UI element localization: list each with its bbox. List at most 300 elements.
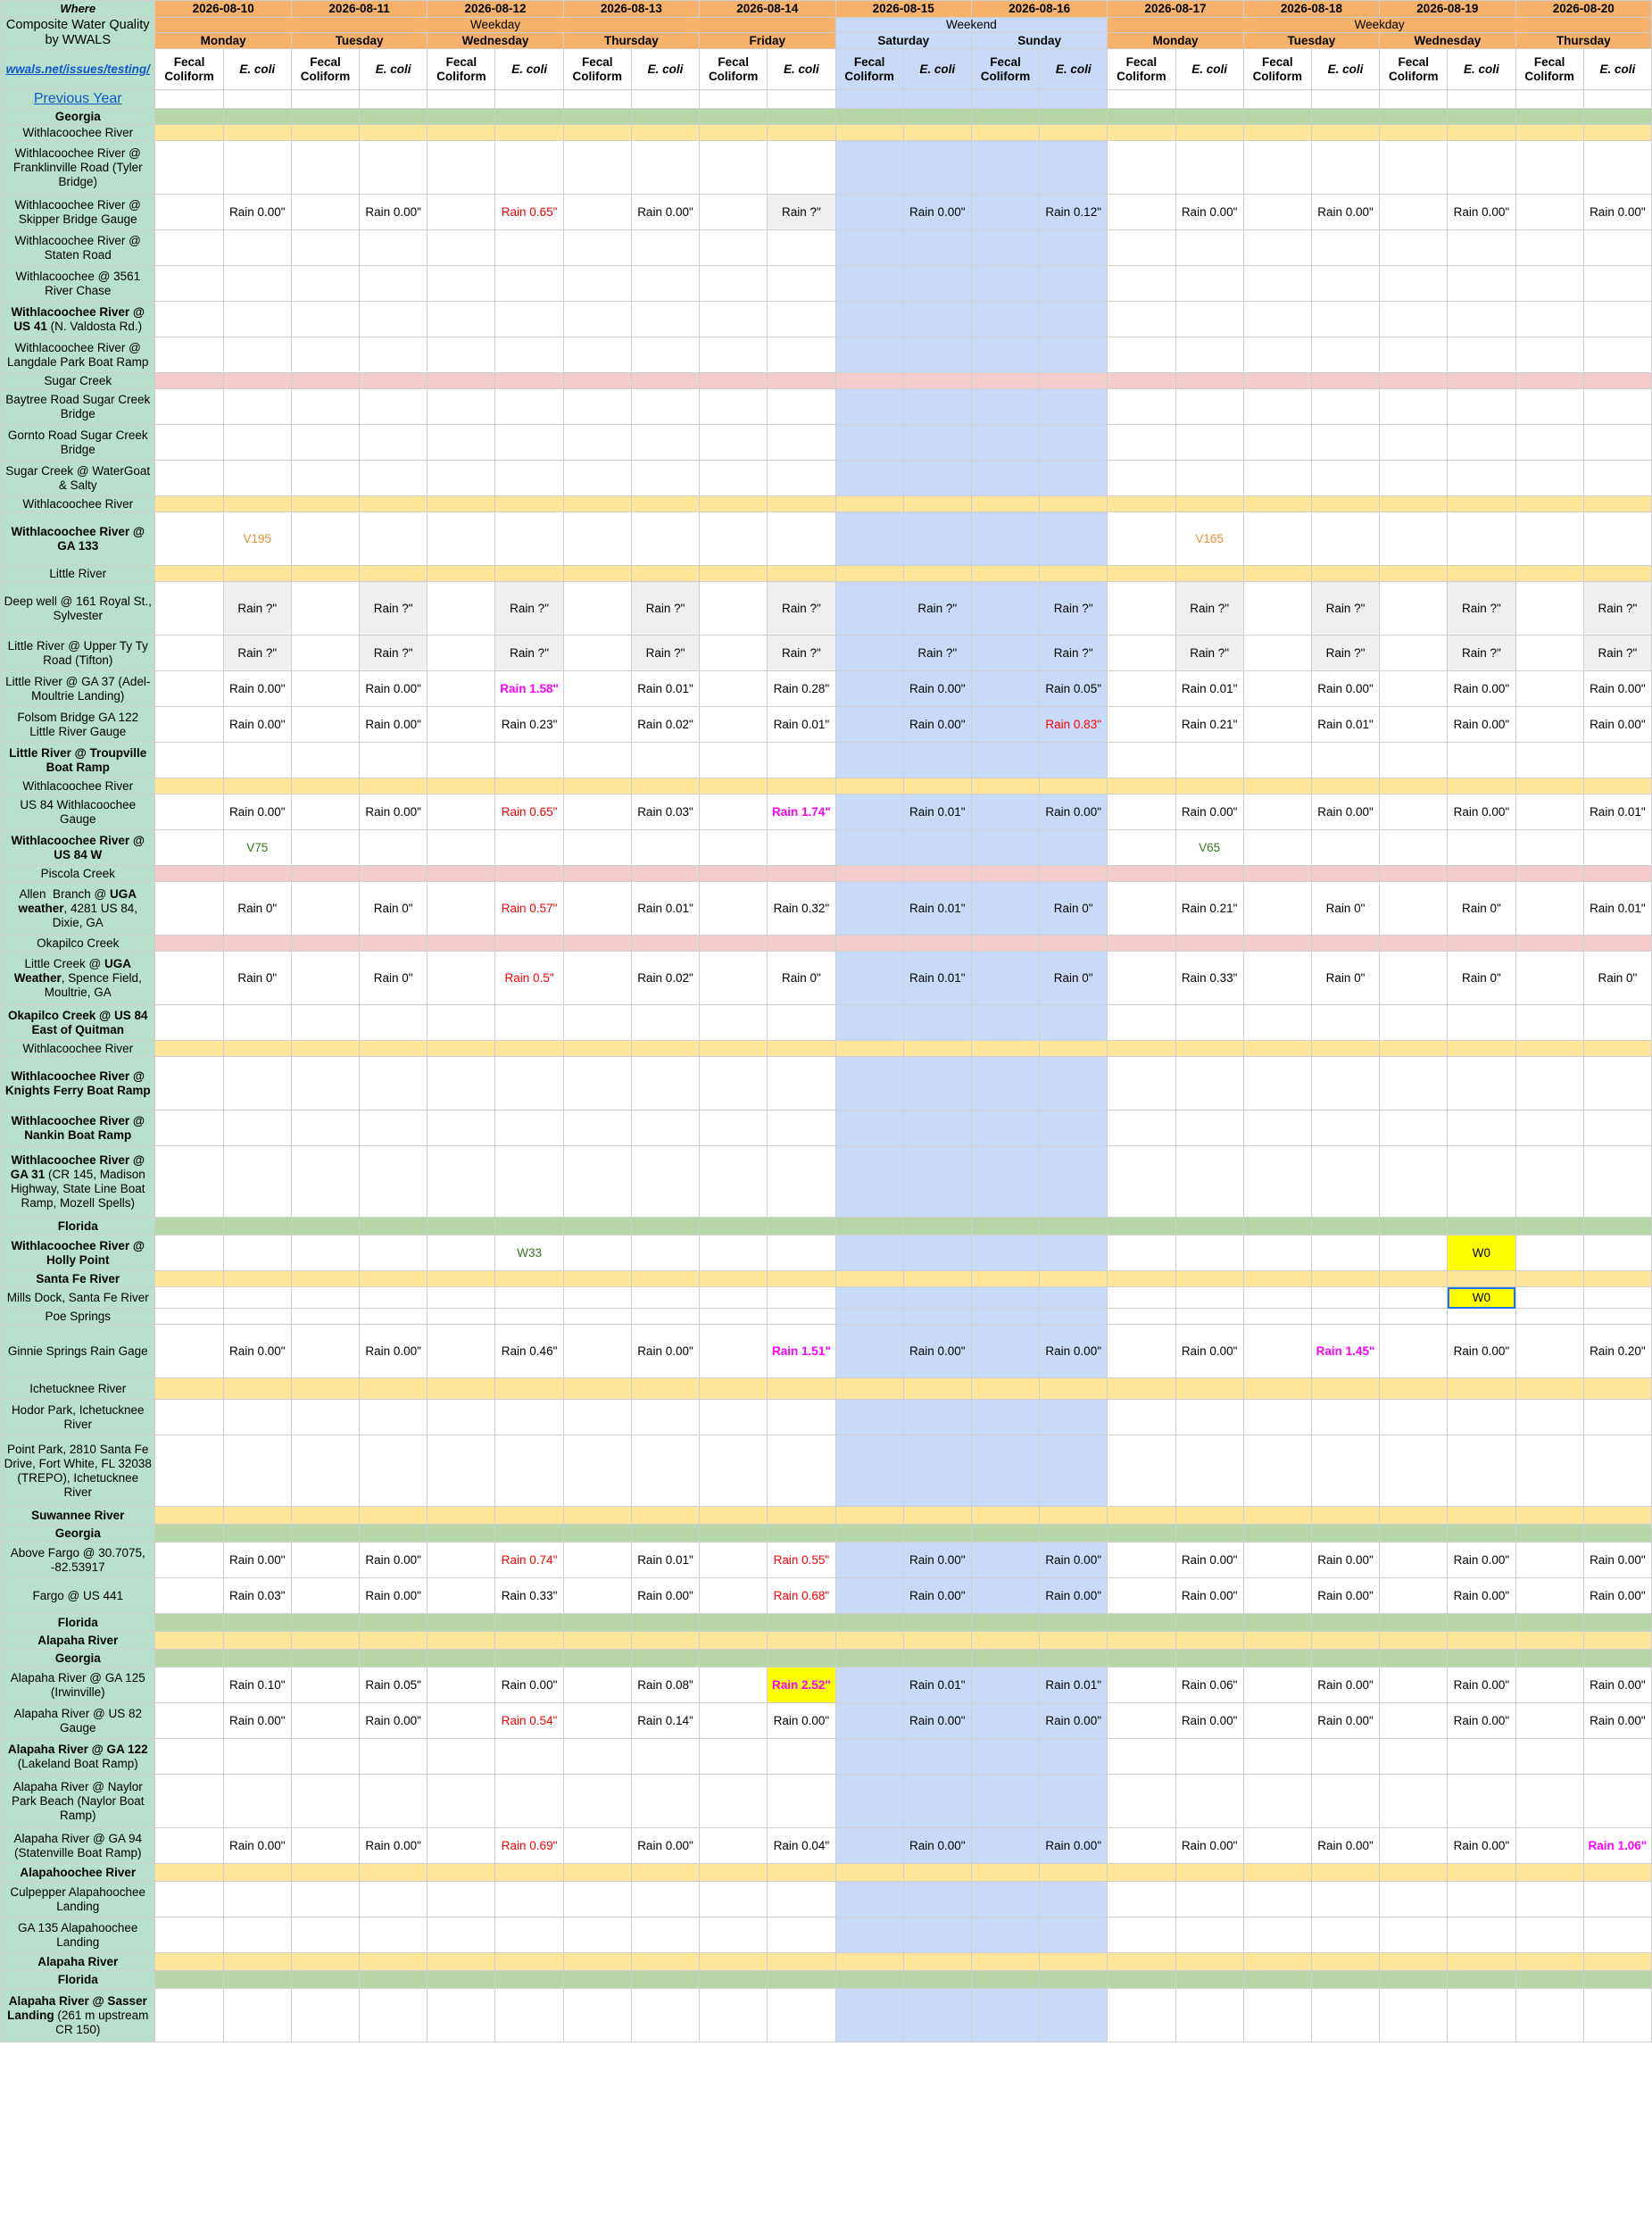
grid-cell[interactable]: [768, 461, 835, 496]
rain-cell[interactable]: Rain 0.00": [223, 1325, 291, 1378]
grid-cell[interactable]: [291, 1953, 359, 1971]
grid-cell[interactable]: [1515, 866, 1583, 882]
grid-cell[interactable]: [1311, 830, 1379, 866]
grid-cell[interactable]: [1108, 1146, 1175, 1218]
grid-cell[interactable]: [291, 461, 359, 496]
grid-cell[interactable]: [360, 1287, 428, 1309]
grid-cell[interactable]: [700, 1287, 768, 1309]
grid-cell[interactable]: [360, 1400, 428, 1435]
grid-cell[interactable]: [835, 1400, 903, 1435]
rain-cell[interactable]: Rain 0.00": [1175, 795, 1243, 830]
grid-cell[interactable]: [563, 1057, 631, 1111]
grid-cell[interactable]: [428, 1005, 495, 1041]
grid-cell[interactable]: [1448, 512, 1515, 566]
grid-cell[interactable]: [1380, 830, 1448, 866]
grid-cell[interactable]: [1175, 1309, 1243, 1325]
grid-cell[interactable]: [1311, 566, 1379, 582]
rain-cell[interactable]: Rain ?": [360, 636, 428, 671]
location-label[interactable]: Alapaha River @ GA 125 (Irwinville): [1, 1668, 155, 1703]
grid-cell[interactable]: [1311, 1971, 1379, 1989]
grid-cell[interactable]: [291, 795, 359, 830]
grid-cell[interactable]: [1583, 1146, 1651, 1218]
grid-cell[interactable]: [291, 496, 359, 512]
grid-cell[interactable]: [223, 302, 291, 337]
grid-cell[interactable]: [1243, 1235, 1311, 1271]
rain-cell[interactable]: Rain 0.00": [631, 1325, 699, 1378]
grid-cell[interactable]: [1243, 1632, 1311, 1650]
rain-cell[interactable]: Rain ?": [360, 582, 428, 636]
rain-cell[interactable]: Rain 0.00": [1311, 195, 1379, 230]
rain-cell[interactable]: Rain ?": [495, 582, 563, 636]
grid-cell[interactable]: [1515, 302, 1583, 337]
grid-cell[interactable]: [223, 1632, 291, 1650]
grid-cell[interactable]: [1448, 1435, 1515, 1507]
rain-cell[interactable]: Rain 0": [1448, 882, 1515, 936]
rain-cell[interactable]: Rain 0.00": [631, 1578, 699, 1614]
grid-cell[interactable]: [903, 389, 971, 425]
grid-cell[interactable]: [563, 125, 631, 141]
rain-cell[interactable]: Rain 0.00": [1583, 1668, 1651, 1703]
grid-cell[interactable]: [903, 1435, 971, 1507]
grid-cell[interactable]: [1243, 952, 1311, 1005]
grid-cell[interactable]: [291, 1235, 359, 1271]
grid-cell[interactable]: [291, 141, 359, 195]
grid-cell[interactable]: [1380, 1057, 1448, 1111]
grid-cell[interactable]: [1108, 1668, 1175, 1703]
grid-cell[interactable]: [1311, 425, 1379, 461]
grid-cell[interactable]: [1175, 141, 1243, 195]
grid-cell[interactable]: [1448, 1739, 1515, 1775]
grid-cell[interactable]: [835, 1507, 903, 1525]
grid-cell[interactable]: [1175, 266, 1243, 302]
grid-cell[interactable]: [903, 1775, 971, 1828]
grid-cell[interactable]: [971, 1218, 1039, 1235]
grid-cell[interactable]: [155, 1971, 223, 1989]
grid-cell[interactable]: [1175, 1739, 1243, 1775]
fecal-coliform-header[interactable]: Fecal Coliform: [700, 49, 768, 90]
e-coli-header[interactable]: E. coli: [223, 49, 291, 90]
grid-cell[interactable]: [1515, 830, 1583, 866]
grid-cell[interactable]: [903, 566, 971, 582]
location-label[interactable]: Withlacoochee River @ US 84 W: [1, 830, 155, 866]
grid-cell[interactable]: [835, 1703, 903, 1739]
grid-cell[interactable]: [1040, 1400, 1108, 1435]
grid-cell[interactable]: [1311, 1041, 1379, 1057]
state-label[interactable]: Georgia: [1, 109, 155, 125]
day-header[interactable]: Thursday: [1515, 33, 1651, 48]
grid-cell[interactable]: [768, 1146, 835, 1218]
grid-cell[interactable]: [631, 1632, 699, 1650]
grid-cell[interactable]: [700, 795, 768, 830]
grid-cell[interactable]: [700, 125, 768, 141]
location-label[interactable]: Mills Dock, Santa Fe River: [1, 1287, 155, 1309]
grid-cell[interactable]: [495, 1218, 563, 1235]
grid-cell[interactable]: [360, 936, 428, 952]
grid-cell[interactable]: [903, 496, 971, 512]
grid-cell[interactable]: [1515, 512, 1583, 566]
grid-cell[interactable]: [1583, 1057, 1651, 1111]
grid-cell[interactable]: [563, 1543, 631, 1578]
rain-cell[interactable]: Rain 0.55": [768, 1543, 835, 1578]
grid-cell[interactable]: [1380, 337, 1448, 373]
location-label[interactable]: Little River @ Troupville Boat Ramp: [1, 743, 155, 778]
grid-cell[interactable]: [223, 1507, 291, 1525]
grid-cell[interactable]: [1515, 1057, 1583, 1111]
grid-cell[interactable]: [291, 1525, 359, 1543]
grid-cell[interactable]: [1448, 90, 1515, 109]
grid-cell[interactable]: [1243, 425, 1311, 461]
grid-cell[interactable]: [1040, 1146, 1108, 1218]
grid-cell[interactable]: [1448, 1041, 1515, 1057]
grid-cell[interactable]: [495, 1507, 563, 1525]
location-label[interactable]: Little River @ GA 37 (Adel-Moultrie Landing): [1, 671, 155, 707]
grid-cell[interactable]: [1175, 1041, 1243, 1057]
rain-cell[interactable]: Rain 0.00": [1311, 671, 1379, 707]
grid-cell[interactable]: [291, 1882, 359, 1918]
grid-cell[interactable]: [1448, 936, 1515, 952]
grid-cell[interactable]: [1108, 582, 1175, 636]
grid-cell[interactable]: [631, 337, 699, 373]
grid-cell[interactable]: [835, 337, 903, 373]
grid-cell[interactable]: [1243, 1828, 1311, 1864]
grid-cell[interactable]: [428, 1614, 495, 1632]
grid-cell[interactable]: [835, 1953, 903, 1971]
grid-cell[interactable]: [835, 866, 903, 882]
rain-cell[interactable]: Rain 0.00": [1311, 1543, 1379, 1578]
grid-cell[interactable]: [223, 1882, 291, 1918]
grid-cell[interactable]: [903, 830, 971, 866]
grid-cell[interactable]: [1040, 566, 1108, 582]
rain-cell[interactable]: Rain 0.54": [495, 1703, 563, 1739]
grid-cell[interactable]: [1243, 1971, 1311, 1989]
grid-cell[interactable]: [428, 1650, 495, 1668]
grid-cell[interactable]: [1108, 1435, 1175, 1507]
waterbody-label[interactable]: Withlacoochee River: [1, 496, 155, 512]
grid-cell[interactable]: [1515, 1400, 1583, 1435]
grid-cell[interactable]: [835, 1378, 903, 1400]
grid-cell[interactable]: [700, 141, 768, 195]
grid-cell[interactable]: [1108, 195, 1175, 230]
grid-cell[interactable]: [700, 743, 768, 778]
date-header[interactable]: 2026-08-11: [291, 1, 427, 18]
grid-cell[interactable]: [223, 1111, 291, 1146]
grid-cell[interactable]: [1243, 1041, 1311, 1057]
grid-cell[interactable]: [971, 582, 1039, 636]
grid-cell[interactable]: [1448, 302, 1515, 337]
grid-cell[interactable]: [971, 830, 1039, 866]
grid-cell[interactable]: [1515, 1632, 1583, 1650]
grid-cell[interactable]: [1515, 337, 1583, 373]
grid-cell[interactable]: [1243, 461, 1311, 496]
grid-cell[interactable]: [428, 1543, 495, 1578]
fecal-coliform-header[interactable]: Fecal Coliform: [835, 49, 903, 90]
grid-cell[interactable]: [1040, 141, 1108, 195]
grid-cell[interactable]: [155, 830, 223, 866]
rain-cell[interactable]: Rain 0.00": [1175, 1703, 1243, 1739]
e-coli-header[interactable]: E. coli: [903, 49, 971, 90]
rain-cell[interactable]: Rain ?": [903, 582, 971, 636]
grid-cell[interactable]: [835, 90, 903, 109]
grid-cell[interactable]: [1583, 1918, 1651, 1953]
location-label[interactable]: Little River @ Upper Ty Ty Road (Tifton): [1, 636, 155, 671]
grid-cell[interactable]: [700, 109, 768, 125]
location-label[interactable]: Withlacoochee River @ Holly Point: [1, 1235, 155, 1271]
grid-cell[interactable]: [835, 1041, 903, 1057]
grid-cell[interactable]: [903, 1650, 971, 1668]
grid-cell[interactable]: [1515, 1287, 1583, 1309]
grid-cell[interactable]: [1583, 1235, 1651, 1271]
grid-cell[interactable]: [1380, 1287, 1448, 1309]
grid-cell[interactable]: [1448, 566, 1515, 582]
grid-cell[interactable]: [903, 936, 971, 952]
grid-cell[interactable]: [1380, 141, 1448, 195]
rain-cell[interactable]: Rain 0.20": [1583, 1325, 1651, 1378]
grid-cell[interactable]: [903, 373, 971, 389]
grid-cell[interactable]: [291, 266, 359, 302]
grid-cell[interactable]: [903, 1146, 971, 1218]
grid-cell[interactable]: [1380, 425, 1448, 461]
location-label[interactable]: Fargo @ US 441: [1, 1578, 155, 1614]
grid-cell[interactable]: [903, 1882, 971, 1918]
grid-cell[interactable]: [1380, 882, 1448, 936]
grid-cell[interactable]: [903, 1400, 971, 1435]
grid-cell[interactable]: [1311, 1739, 1379, 1775]
grid-cell[interactable]: [903, 302, 971, 337]
grid-cell[interactable]: [1175, 230, 1243, 266]
location-label[interactable]: Alapaha River @ Sasser Landing (261 m upstream CR 150): [1, 1989, 155, 2042]
grid-cell[interactable]: [1583, 1739, 1651, 1775]
grid-cell[interactable]: [428, 1435, 495, 1507]
grid-cell[interactable]: [563, 582, 631, 636]
day-header[interactable]: Sunday: [971, 33, 1107, 48]
grid-cell[interactable]: [1311, 778, 1379, 795]
grid-cell[interactable]: [1108, 707, 1175, 743]
grid-cell[interactable]: [1040, 1650, 1108, 1668]
rain-cell[interactable]: Rain 0.12": [1040, 195, 1108, 230]
grid-cell[interactable]: [1515, 1578, 1583, 1614]
grid-cell[interactable]: [428, 1828, 495, 1864]
grid-cell[interactable]: [1040, 1614, 1108, 1632]
rain-cell[interactable]: Rain 0.00": [1040, 1828, 1108, 1864]
grid-cell[interactable]: [768, 1287, 835, 1309]
date-header[interactable]: 2026-08-13: [563, 1, 699, 18]
grid-cell[interactable]: [428, 425, 495, 461]
grid-cell[interactable]: [835, 936, 903, 952]
grid-cell[interactable]: [971, 1668, 1039, 1703]
grid-cell[interactable]: [1380, 795, 1448, 830]
grid-cell[interactable]: [903, 1864, 971, 1882]
grid-cell[interactable]: [291, 389, 359, 425]
grid-cell[interactable]: [223, 1971, 291, 1989]
grid-cell[interactable]: [1175, 337, 1243, 373]
grid-cell[interactable]: [1040, 266, 1108, 302]
state-label[interactable]: Florida: [1, 1614, 155, 1632]
rain-cell[interactable]: Rain 0.02": [631, 707, 699, 743]
grid-cell[interactable]: [428, 1111, 495, 1146]
grid-cell[interactable]: [835, 425, 903, 461]
grid-cell[interactable]: [700, 636, 768, 671]
day-header[interactable]: Tuesday: [291, 33, 427, 48]
grid-cell[interactable]: [360, 1882, 428, 1918]
grid-cell[interactable]: [1108, 1287, 1175, 1309]
grid-cell[interactable]: [428, 778, 495, 795]
grid-cell[interactable]: [1515, 936, 1583, 952]
grid-cell[interactable]: [563, 743, 631, 778]
location-label[interactable]: Little Creek @ UGA Weather, Spence Field, Moultrie, GA: [1, 952, 155, 1005]
grid-cell[interactable]: [291, 1287, 359, 1309]
grid-cell[interactable]: [835, 389, 903, 425]
rain-cell[interactable]: Rain ?": [1175, 636, 1243, 671]
grid-cell[interactable]: [1108, 90, 1175, 109]
grid-cell[interactable]: [835, 496, 903, 512]
rain-cell[interactable]: Rain ?": [1448, 582, 1515, 636]
grid-cell[interactable]: [971, 109, 1039, 125]
grid-cell[interactable]: [631, 1864, 699, 1882]
grid-cell[interactable]: [835, 778, 903, 795]
grid-cell[interactable]: [1380, 1325, 1448, 1378]
grid-cell[interactable]: [903, 1525, 971, 1543]
grid-cell[interactable]: [971, 743, 1039, 778]
grid-cell[interactable]: [155, 1400, 223, 1435]
grid-cell[interactable]: [1243, 1400, 1311, 1435]
grid-cell[interactable]: [700, 461, 768, 496]
grid-cell[interactable]: [631, 1271, 699, 1287]
grid-cell[interactable]: [223, 1041, 291, 1057]
grid-cell[interactable]: [1243, 636, 1311, 671]
grid-cell[interactable]: [1311, 266, 1379, 302]
grid-cell[interactable]: [428, 1632, 495, 1650]
grid-cell[interactable]: [768, 302, 835, 337]
grid-cell[interactable]: [1311, 1309, 1379, 1325]
grid-cell[interactable]: [1175, 936, 1243, 952]
grid-cell[interactable]: [835, 636, 903, 671]
grid-cell[interactable]: [360, 1309, 428, 1325]
grid-cell[interactable]: [563, 1111, 631, 1146]
grid-cell[interactable]: [1515, 1971, 1583, 1989]
rain-cell[interactable]: Rain ?": [1175, 582, 1243, 636]
rain-cell[interactable]: Rain 0.00": [903, 707, 971, 743]
grid-cell[interactable]: [1515, 671, 1583, 707]
grid-cell[interactable]: [1583, 230, 1651, 266]
grid-cell[interactable]: [155, 1918, 223, 1953]
grid-cell[interactable]: [360, 1989, 428, 2042]
grid-cell[interactable]: [1515, 461, 1583, 496]
rain-cell[interactable]: Rain 0": [1311, 952, 1379, 1005]
grid-cell[interactable]: [1108, 636, 1175, 671]
grid-cell[interactable]: [1108, 778, 1175, 795]
grid-cell[interactable]: [360, 109, 428, 125]
day-header[interactable]: Friday: [699, 33, 834, 48]
grid-cell[interactable]: [768, 566, 835, 582]
grid-cell[interactable]: [291, 1775, 359, 1828]
grid-cell[interactable]: [1380, 743, 1448, 778]
grid-cell[interactable]: [428, 266, 495, 302]
grid-cell[interactable]: [1583, 1650, 1651, 1668]
grid-cell[interactable]: [768, 936, 835, 952]
grid-cell[interactable]: [155, 1828, 223, 1864]
grid-cell[interactable]: [360, 1525, 428, 1543]
rain-cell[interactable]: Rain 0.00": [360, 1543, 428, 1578]
grid-cell[interactable]: [223, 337, 291, 373]
grid-cell[interactable]: [700, 1400, 768, 1435]
grid-cell[interactable]: [155, 778, 223, 795]
grid-cell[interactable]: [768, 389, 835, 425]
grid-cell[interactable]: [903, 1632, 971, 1650]
grid-cell[interactable]: [563, 1828, 631, 1864]
grid-cell[interactable]: [1380, 1435, 1448, 1507]
grid-cell[interactable]: [1448, 1218, 1515, 1235]
grid-cell[interactable]: [631, 1378, 699, 1400]
grid-cell[interactable]: [1108, 866, 1175, 882]
grid-cell[interactable]: [971, 1111, 1039, 1146]
grid-cell[interactable]: [1515, 1739, 1583, 1775]
rain-cell[interactable]: Rain 0.00": [903, 1325, 971, 1378]
grid-cell[interactable]: [903, 1507, 971, 1525]
grid-cell[interactable]: [1380, 1650, 1448, 1668]
grid-cell[interactable]: [563, 302, 631, 337]
grid-cell[interactable]: [1243, 743, 1311, 778]
grid-cell[interactable]: [360, 1146, 428, 1218]
day-header[interactable]: Tuesday: [1243, 33, 1379, 48]
location-label[interactable]: Withlacoochee River @ Nankin Boat Ramp: [1, 1111, 155, 1146]
location-label[interactable]: Alapaha River @ US 82 Gauge: [1, 1703, 155, 1739]
grid-cell[interactable]: [1108, 1989, 1175, 2042]
grid-cell[interactable]: [1243, 671, 1311, 707]
weekday-banner[interactable]: [1108, 18, 1652, 49]
grid-cell[interactable]: [903, 778, 971, 795]
grid-cell[interactable]: [1448, 1953, 1515, 1971]
grid-cell[interactable]: [835, 373, 903, 389]
grid-cell[interactable]: [428, 109, 495, 125]
grid-cell[interactable]: [903, 461, 971, 496]
grid-cell[interactable]: [971, 1703, 1039, 1739]
grid-cell[interactable]: [1108, 302, 1175, 337]
grid-cell[interactable]: [1583, 1882, 1651, 1918]
grid-cell[interactable]: [700, 389, 768, 425]
grid-cell[interactable]: [1583, 1775, 1651, 1828]
grid-cell[interactable]: [563, 707, 631, 743]
grid-cell[interactable]: [155, 671, 223, 707]
rain-cell[interactable]: Rain 2.52": [768, 1668, 835, 1703]
grid-cell[interactable]: [835, 230, 903, 266]
grid-cell[interactable]: [1108, 1953, 1175, 1971]
grid-cell[interactable]: [495, 461, 563, 496]
grid-cell[interactable]: [1243, 882, 1311, 936]
grid-cell[interactable]: [155, 1864, 223, 1882]
fecal-coliform-header[interactable]: Fecal Coliform: [1380, 49, 1448, 90]
grid-cell[interactable]: [223, 1271, 291, 1287]
grid-cell[interactable]: [1243, 1218, 1311, 1235]
grid-cell[interactable]: [1515, 778, 1583, 795]
grid-cell[interactable]: [1448, 389, 1515, 425]
grid-cell[interactable]: [1380, 1271, 1448, 1287]
grid-cell[interactable]: [1448, 230, 1515, 266]
grid-cell[interactable]: [971, 125, 1039, 141]
rain-cell[interactable]: Rain 0.01": [768, 707, 835, 743]
grid-cell[interactable]: [971, 1614, 1039, 1632]
grid-cell[interactable]: [223, 141, 291, 195]
grid-cell[interactable]: [1040, 1953, 1108, 1971]
grid-cell[interactable]: [1515, 566, 1583, 582]
grid-cell[interactable]: [1175, 1111, 1243, 1146]
grid-cell[interactable]: [1108, 1400, 1175, 1435]
grid-cell[interactable]: [223, 743, 291, 778]
rain-cell[interactable]: Rain 0.46": [495, 1325, 563, 1378]
grid-cell[interactable]: [1040, 1882, 1108, 1918]
grid-cell[interactable]: [1515, 141, 1583, 195]
grid-cell[interactable]: [223, 1953, 291, 1971]
rain-cell[interactable]: Rain 0.00": [1583, 1543, 1651, 1578]
